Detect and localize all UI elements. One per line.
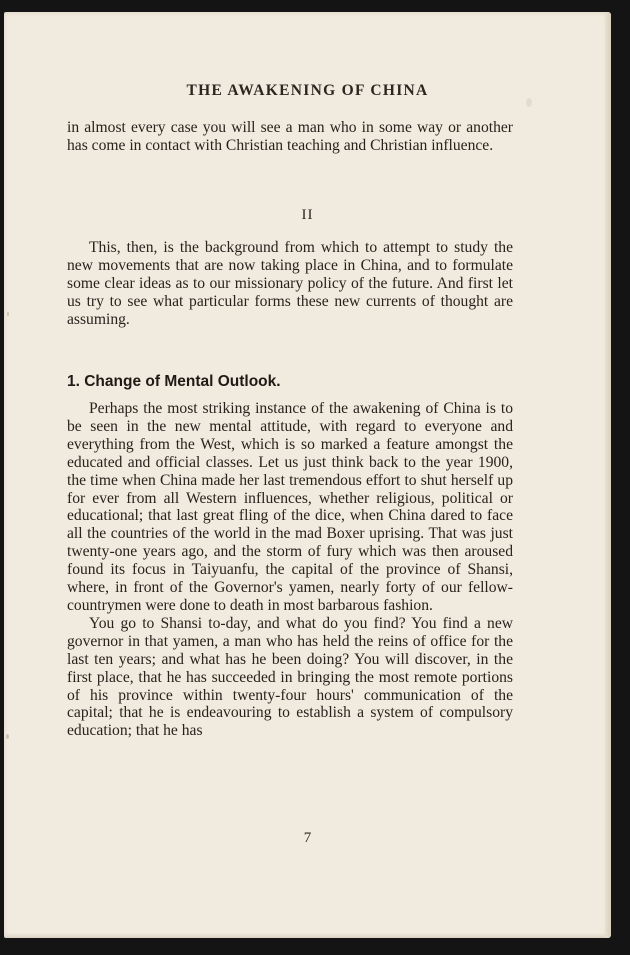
paragraph: in almost every case you will see a man who in some way or another has come in contact with Christian teaching and Christian influence.	[67, 119, 513, 154]
running-head: THE AWAKENING OF CHINA	[186, 82, 429, 99]
section-intro	[67, 239, 513, 329]
page-edge-shadow	[605, 12, 611, 938]
paper-speck	[7, 312, 9, 316]
continuation-text	[67, 119, 513, 155]
page-number: 7	[303, 830, 312, 846]
section-number: II	[301, 207, 314, 223]
body-text	[67, 400, 513, 740]
subheading: 1. Change of Mental Outlook.	[67, 373, 281, 390]
paragraph: You go to Shansi to-day, and what do you find? You find a new governor in that yamen, a man who has held the reins of office for the last ten years; and what has he been doing? You will discover, in the first place, that he has succeeded in bringing the most remote portions of his province within twenty-four hours' communication of the capital; that he is endeavouring to establish a system of compulsory education; that he has	[67, 614, 513, 740]
paper-speck	[6, 734, 9, 739]
paragraph: Perhaps the most striking instance of the awakening of China is to be seen in the new mental attitude, with regard to everyone and everything from the West, which is so marked a feature amongst the educated and official classes. Let us just think back to the year 1900, the time when China made her last tremendous effort to shut herself up for ever from all Western influences, whether religious, political or educational; that last great fling of the dice, when China dared to face all the countries of the world in the mad Boxer uprising. That was just twenty-one years ago, and the storm of fury which was then aroused found its focus in Taiyuanfu, the capital of the province of Shansi, where, in front of the Governor's yamen, nearly forty of our fellow-countrymen were done to death in most barbarous fashion.	[67, 400, 513, 614]
book-page	[4, 12, 611, 938]
paragraph: This, then, is the background from which to attempt to study the new movements that are now taking place in China, and to formulate some clear ideas as to our missionary policy of the future. And first let us try to see what particular forms these new currents of thought are assuming.	[67, 239, 513, 328]
